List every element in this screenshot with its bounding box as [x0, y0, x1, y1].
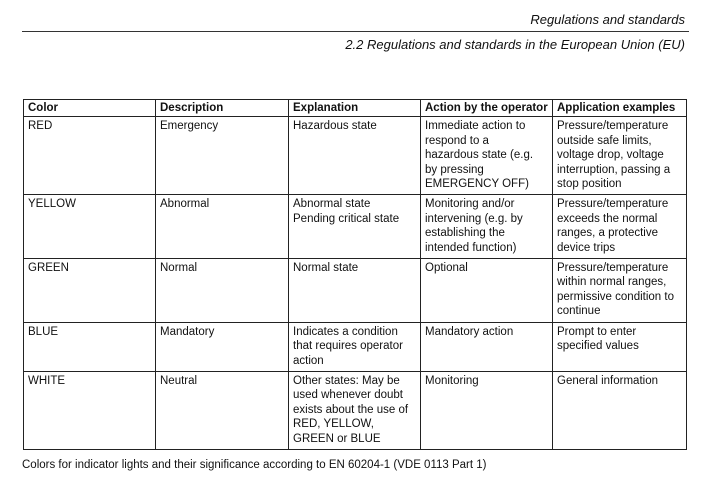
cell-action: Monitoring and/or intervening (e.g. by establishing the intended function) [421, 195, 553, 259]
cell-examples: Prompt to enter specified values [553, 322, 687, 371]
cell-description: Neutral [156, 371, 289, 449]
cell-color: RED [24, 117, 156, 195]
column-header-action: Action by the operator [421, 100, 553, 117]
table-row-green [24, 259, 687, 323]
section-subtitle: 2.2 Regulations and standards in the European Union (EU) [345, 37, 685, 52]
cell-explanation: Other states: May be used whenever doubt exists about the use of RED, YELLOW, GREEN or BLUE [289, 371, 421, 449]
cell-explanation: Abnormal state Pending critical state [289, 195, 421, 259]
cell-description: Abnormal [156, 195, 289, 259]
cell-description: Mandatory [156, 322, 289, 371]
table-row-white [24, 371, 687, 449]
table-row-red [24, 117, 687, 195]
table-caption: Colors for indicator lights and their significance according to EN 60204-1 (VDE 0113 Part 1) [22, 459, 487, 471]
cell-description: Emergency [156, 117, 289, 195]
header-divider [22, 31, 689, 32]
cell-color: BLUE [24, 322, 156, 371]
cell-action: Monitoring [421, 371, 553, 449]
column-header-explanation: Explanation [289, 100, 421, 117]
header-title: Regulations and standards [530, 12, 685, 27]
cell-explanation: Normal state [289, 259, 421, 323]
column-header-examples: Application examples [553, 100, 687, 117]
column-header-description: Description [156, 100, 289, 117]
table-row-yellow [24, 195, 687, 259]
table-row-blue [24, 322, 687, 371]
indicator-color-table [23, 99, 687, 450]
column-header-color: Color [24, 100, 156, 117]
cell-description: Normal [156, 259, 289, 323]
cell-examples: Pressure/temperature within normal ranges, permissive condition to continue [553, 259, 687, 323]
cell-action: Optional [421, 259, 553, 323]
cell-action: Mandatory action [421, 322, 553, 371]
cell-color: GREEN [24, 259, 156, 323]
cell-color: WHITE [24, 371, 156, 449]
cell-examples: Pressure/temperature outside safe limits, voltage drop, voltage interruption, passing a stop position [553, 117, 687, 195]
cell-color: YELLOW [24, 195, 156, 259]
table-header-row [24, 100, 687, 117]
cell-action: Immediate action to respond to a hazardous state (e.g. by pressing EMERGENCY OFF) [421, 117, 553, 195]
cell-examples: General information [553, 371, 687, 449]
cell-explanation: Indicates a condition that requires operator action [289, 322, 421, 371]
cell-explanation: Hazardous state [289, 117, 421, 195]
cell-examples: Pressure/temperature exceeds the normal ranges, a protective device trips [553, 195, 687, 259]
